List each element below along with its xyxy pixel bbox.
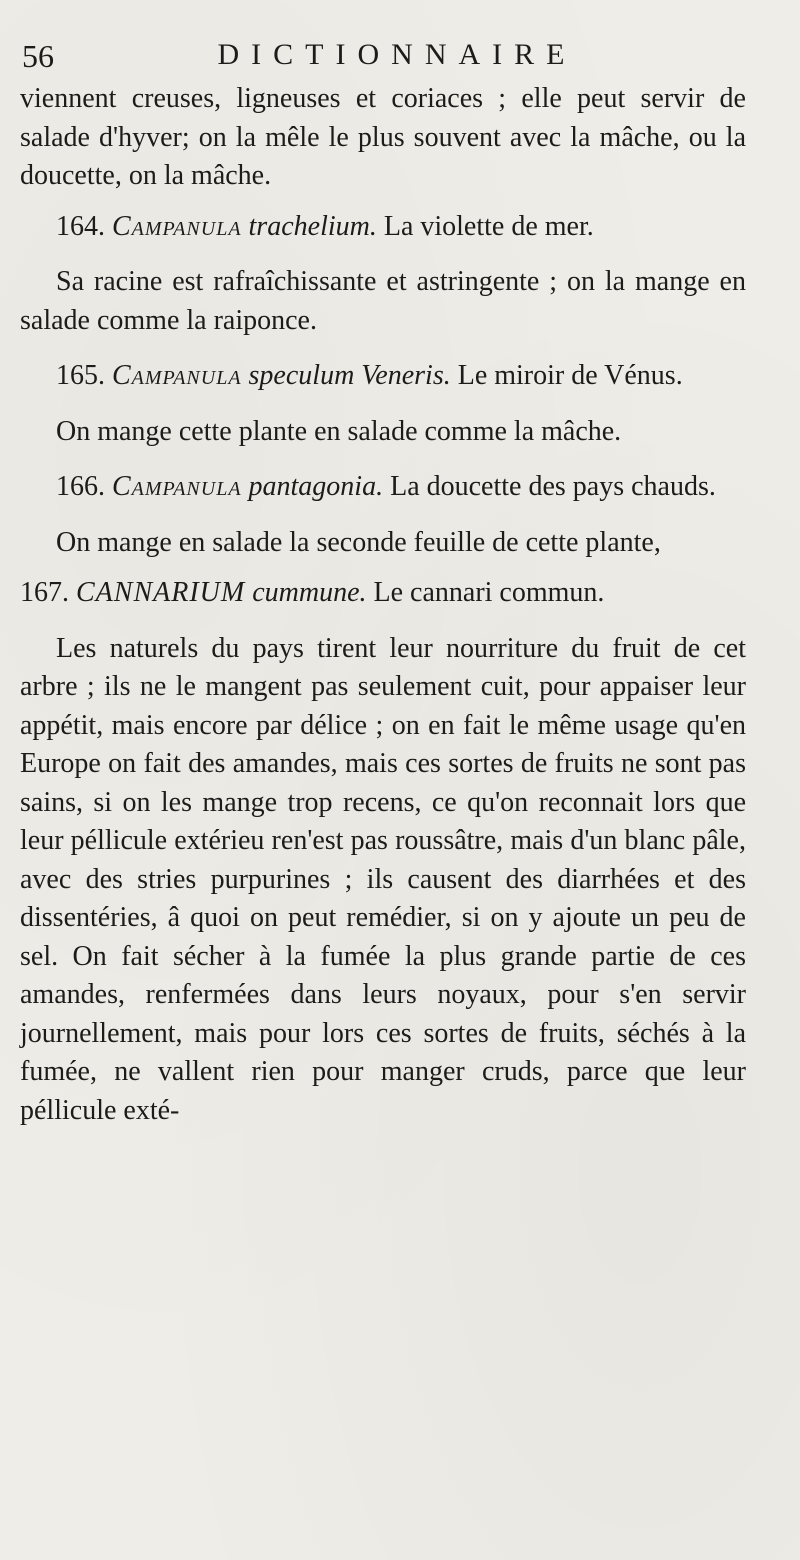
entry-166-text: On mange en salade la seconde feuille de cette plante,	[56, 526, 661, 558]
entry-species: speculum Veneris.	[248, 360, 451, 391]
entry-number: 166.	[56, 471, 105, 502]
entry-species: trachelium.	[248, 210, 377, 242]
entry-genus: Campanula	[112, 210, 242, 242]
page-body	[20, 80, 746, 1130]
entry-species: pantagonia.	[248, 471, 384, 502]
page-header	[22, 38, 772, 78]
entry-common-name: La doucette des pays chauds.	[390, 471, 716, 502]
entry-166-heading	[20, 468, 746, 507]
entry-genus: Campanula	[112, 360, 242, 391]
entry-common-name: Le cannari commun.	[373, 577, 605, 608]
page-number: 56	[22, 38, 54, 74]
running-title: DICTIONNAIRE	[217, 38, 577, 71]
entry-common-name: La violette de mer.	[383, 210, 594, 242]
entry-164-text: Sa racine est rafraîchissante et astringente ; on la mange en salade comme la raiponce.	[20, 266, 746, 336]
entry-genus: Campanula	[112, 471, 242, 502]
continued-paragraph: viennent creuses, ligneuses et coriaces ; elle peut servir de salade d'hyver; on la mêle le plus souvent avec la mâche, ou la doucette, on la mâche.	[20, 83, 746, 191]
entry-165-heading	[20, 357, 746, 396]
entry-165-text: On mange cette plante en salade comme la mâche.	[56, 415, 622, 447]
entry-167-heading	[20, 574, 746, 613]
entry-164-heading	[20, 208, 746, 247]
entry-genus: CANNARIUM	[76, 577, 246, 608]
entry-number: 164.	[56, 210, 105, 242]
entry-167-text: Les naturels du pays tirent leur nourriture du fruit de cet arbre ; ils ne le mangent pas seulement cuit, pour appaiser leur appétit, mais encore par délice ; on en fait le même usage qu'en Europe on fait des amandes, mais ces sortes de fruits ne sont pas sains, si on les mange trop recens, ce qu'on reconnait lors que leur péllicule extérieu ren'est pas roussâtre, mais d'un blanc pâle, avec des stries purpurines ; ils causent des diarrhées et des dissentéries, â quoi on peut remédier, si on y ajoute un peu de sel. On fait sécher à la fumée la plus grande partie de ces amandes, renfermées dans leurs noyaux, pour s'en servir journellement, mais pour lors ces sortes de fruits, séchés à la fumée, ne vallent rien pour manger cruds, parce que leur péllicule exté-	[20, 632, 746, 1126]
entry-common-name: Le miroir de Vénus.	[457, 360, 683, 391]
entry-number: 165.	[56, 360, 105, 391]
entry-number: 167.	[20, 577, 69, 608]
entry-species: cummune.	[252, 577, 367, 608]
